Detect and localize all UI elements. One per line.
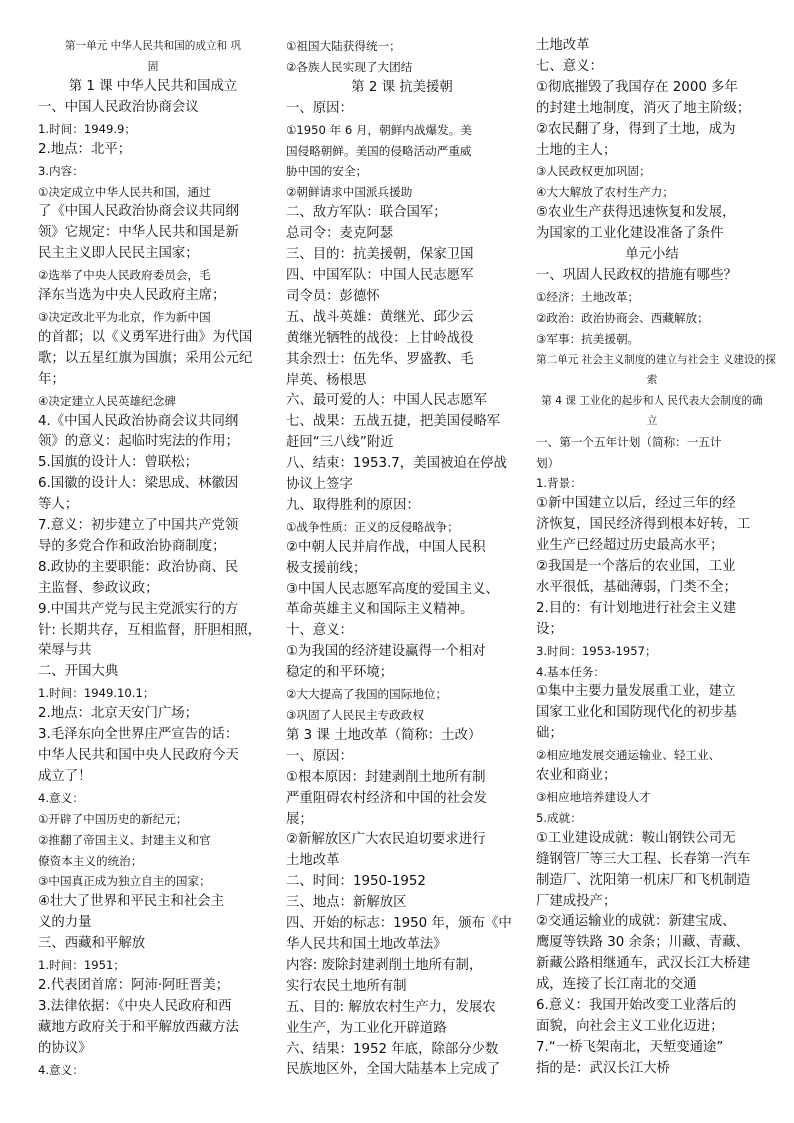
text-line: 稳定的和平环境； — [286, 665, 394, 681]
text-line: 国家工业化和国防现代化的初步基 — [536, 705, 737, 721]
text-line: 9.中国共产党与民主党派实行的方 — [38, 601, 239, 617]
text-line: ③军事：抗美援朝。 — [536, 331, 640, 346]
text-line: 3.内容： — [38, 163, 84, 178]
text-line: ①新中国建立以后，经过三年的经 — [536, 496, 736, 512]
text-line: 年； — [38, 371, 65, 387]
text-line: 领》的意义：起临时宪法的作用； — [38, 434, 239, 450]
text-line: 实行农民土地所有制 — [286, 978, 407, 994]
text-line: 导的多党合作和政治协商制度； — [38, 538, 226, 554]
text-line: 三、目的：抗美援朝，保家卫国 — [286, 247, 474, 263]
text-line: 水平很低，基础薄弱，门类不全； — [536, 579, 737, 595]
text-line: 新藏公路相继通车，武汉长江大桥建 — [536, 956, 751, 972]
column-right — [536, 36, 776, 1080]
text-line: 九、取得胜利的原因： — [286, 497, 420, 513]
text-line: 一、第一个五年计划（简称：一五计 — [536, 434, 722, 449]
text-line: 司令员：彭德怀 — [286, 288, 380, 304]
text-line: 制造厂、沈阳第一机床厂和飞机制造 — [536, 872, 751, 888]
text-line: 8.政协的主要职能：政治协商、民 — [38, 559, 239, 575]
text-line: 黄继光牺牲的战役：上甘岭战役 — [286, 330, 474, 346]
text-line: 一、中国人民政治协商会议 — [38, 99, 199, 115]
text-line: 胁中国的安全； — [286, 164, 368, 179]
text-line: 严重阻碍农村经济和中国的社会发 — [286, 790, 487, 806]
text-line: 内容: 废除封建剥削土地所有制， — [286, 957, 483, 973]
text-line: 鹰厦等铁路 30 余条；川藏、青藏、 — [536, 935, 750, 951]
text-line: 础； — [536, 726, 563, 742]
text-line: 五、战斗英雄：黄继光、邱少云 — [286, 309, 474, 325]
text-line: ②中朝人民并肩作战，中国人民积 — [286, 539, 486, 555]
text-line: 3.毛泽东向全世界庄严宣告的话： — [38, 727, 239, 743]
text-line: 6.国徽的设计人：梁思成、林徽因 — [38, 476, 239, 492]
text-line: 七、战果：五战五捷，把美国侵略军 — [286, 414, 501, 430]
text-line: ①战争性质：正义的反侵略战争； — [286, 519, 459, 534]
text-line: 土地的主人； — [536, 142, 617, 158]
text-line: 六、结果：1952 年底，除部分少数 — [286, 1041, 499, 1057]
text-line: 2.代表团首席：阿沛·阿旺晋美； — [38, 977, 230, 993]
text-line: 5.成就： — [536, 810, 582, 825]
text-line: 的首都；以《义勇军进行曲》为代国 — [38, 329, 253, 345]
text-line: 等人； — [38, 497, 79, 513]
text-line: 主监督、参政议政； — [38, 580, 159, 596]
text-line: ①彻底摧毁了我国存在 2000 多年 — [536, 79, 738, 95]
text-line: 设； — [536, 621, 563, 637]
text-line: 歌；以五星红旗为国旗；采用公元纪 — [38, 350, 253, 366]
text-line: ④大大解放了农村生产力； — [536, 185, 674, 200]
text-line: 六、最可爱的人：中国人民志愿军 — [286, 393, 487, 409]
text-line: 土地改革 — [286, 853, 340, 869]
text-line: 了《中国人民政治协商会议共同纲 — [38, 204, 239, 220]
text-line: 的封建土地制度，消灭了地主阶级； — [536, 100, 751, 116]
text-line: 7.“一桥飞架南北，天堑变通途” — [536, 1039, 724, 1055]
text-line: ②大大提高了我国的国际地位； — [286, 687, 448, 702]
text-line: 3.时间：1953-1957； — [536, 643, 657, 658]
text-line: 十、意义： — [286, 623, 353, 639]
text-line: 八、结束：1953.7，美国被迫在停战 — [286, 456, 507, 472]
text-line: 面貌，向社会主义工业化迈进； — [536, 1018, 724, 1034]
text-line: 1.时间：1949.10.1； — [38, 686, 155, 701]
text-line: 第一单元 中华人民共和国的成立和 巩 — [64, 40, 242, 52]
column-middle — [286, 36, 518, 1081]
text-line: 总司令：麦克阿瑟 — [286, 226, 394, 242]
text-line: 二、开国大典 — [38, 664, 119, 680]
text-line: 固 — [147, 60, 159, 73]
text-line: ②新解放区广大农民迫切要求进行 — [286, 832, 486, 848]
text-line: 泽东当选为中央人民政府主席； — [38, 288, 226, 304]
text-line: ②我国是一个落后的农业国，工业 — [536, 559, 736, 575]
text-line: 2.地点：北京天安门广场； — [38, 706, 199, 722]
text-line: ③决定改北平为北京，作为新中国 — [38, 309, 211, 324]
text-line: 3.法律依据：《中央人民政府和西 — [38, 998, 232, 1014]
text-line: 立 — [646, 415, 658, 428]
text-line: 民族地区外，全国大陆基本上完成了 — [286, 1062, 501, 1078]
text-line: 的协议》 — [38, 1040, 92, 1056]
text-line: 针: 长期共存，互相监督，肝胆相照， — [38, 622, 262, 638]
text-line: 一、巩固人民政权的措施有哪些？ — [536, 267, 737, 283]
text-line: 4.《中国人民政治协商会议共同纲 — [38, 413, 239, 429]
text-line: 成立了！ — [38, 768, 92, 784]
text-line: 业生产，为工业化开辟道路 — [286, 1020, 447, 1036]
text-line: 第 3 课 土地改革（简称：土改） — [286, 727, 482, 743]
text-line: ①祖国大陆获得统一； — [286, 39, 401, 53]
text-line: 4.意义： — [38, 1062, 84, 1077]
text-line: 僚资本主义的统治； — [38, 853, 143, 868]
text-line: 索 — [646, 374, 658, 387]
text-line: 缝钢管厂等三大工程、长春第一汽车 — [536, 851, 751, 867]
text-line: ②选举了中央人民政府委员会，毛 — [38, 268, 211, 283]
text-line: ②交通运输业的成就：新建宝成、 — [536, 914, 736, 930]
text-line: 2.目的：有计划地进行社会主义建 — [536, 600, 737, 616]
text-line: 赶回“三八线”附近 — [286, 435, 394, 451]
text-line: 藏地方政府关于和平解放西藏方法 — [38, 1019, 239, 1035]
text-line: 土地改革 — [536, 38, 590, 53]
text-line: 农业和商业； — [536, 768, 617, 784]
text-line: 成，连接了长江南北的交通 — [536, 977, 697, 993]
text-line: 民主主义即人民民主国家； — [38, 246, 199, 262]
text-line: 四、中国军队：中国人民志愿军 — [286, 267, 474, 283]
text-line: ①经济：土地改革； — [536, 289, 640, 304]
text-line: ②农民翻了身，得到了土地，成为 — [536, 121, 736, 137]
text-line: ①开辟了中国历史的新纪元； — [38, 811, 188, 826]
text-line: 革命英雄主义和国际主义精神。 — [286, 602, 474, 618]
text-line: 三、地点：新解放区 — [286, 895, 407, 911]
text-line: 第 1 课 中华人民共和国成立 — [68, 79, 238, 94]
text-line: ④壮大了世界和平民主和社会主 — [38, 894, 225, 910]
text-line: 1.时间：1951； — [38, 958, 125, 973]
text-line: 2.地点：北平； — [38, 141, 132, 157]
text-line: 第二单元 社会主义制度的建立与社会主 义建设的探 — [536, 353, 776, 366]
text-line: 国侵略朝鲜。美国的侵略活动严重威 — [286, 143, 472, 158]
column-left — [38, 36, 268, 1081]
text-line: 6.意义：我国开始改变工业落后的 — [536, 998, 737, 1014]
text-line: 为国家的工业化建设准备了条件 — [536, 226, 724, 242]
text-line: ①为我国的经济建设赢得一个相对 — [286, 644, 486, 660]
text-line: ①1950 年 6 月，朝鲜内战爆发。美 — [286, 122, 472, 137]
text-line: ②政治：政治协商会、西藏解放； — [536, 310, 709, 325]
text-line: 1.背景： — [536, 476, 582, 491]
text-line: 领》它规定：中华人民共和国是新 — [38, 225, 239, 241]
text-line: 第 2 课 抗美援朝 — [351, 79, 453, 95]
text-line: 三、西藏和平解放 — [38, 936, 146, 952]
text-line: ③巩固了人民民主专政政权 — [286, 708, 424, 722]
text-line: ①决定成立中华人民共和国，通过 — [38, 184, 211, 199]
text-line: ③中国人民志愿军高度的爱国主义、 — [286, 581, 499, 597]
text-line: 四、开始的标志：1950 年，颁布《中 — [286, 916, 512, 932]
text-line: 济恢复，国民经济得到根本好转，工 — [536, 517, 751, 533]
text-line: 一、原因： — [286, 100, 353, 116]
text-line: ②各族人民实现了大团结 — [286, 59, 413, 74]
text-line: 华人民共和国土地改革法》 — [286, 936, 447, 952]
text-line: 指的是：武汉长江大桥 — [536, 1060, 670, 1076]
text-line: 1.时间：1949.9； — [38, 121, 137, 136]
text-line: ①根本原因：封建剥削土地所有制 — [286, 769, 486, 785]
text-line: ①工业建设成就：鞍山钢铁公司无 — [536, 830, 736, 846]
text-line: 中华人民共和国中央人民政府今天 — [38, 748, 239, 763]
text-line: ③相应地培养建设人才 — [536, 790, 651, 804]
text-line: 4.意义： — [38, 790, 84, 805]
text-line: 7.意义：初步建立了中国共产党领 — [38, 518, 239, 534]
text-line: 4.基本任务： — [536, 664, 606, 679]
text-line: 五、目的: 解放农村生产力，发展农 — [286, 999, 496, 1015]
text-line: 第 4 课 工业化的起步和人 民代表大会制度的确 — [541, 394, 763, 407]
text-line: 一、原因： — [286, 748, 353, 764]
text-line: 二、时间：1950-1952 — [286, 874, 426, 890]
text-line: ③人民政权更加巩固； — [536, 164, 651, 179]
text-line: ④决定建立人民英雄纪念碑 — [38, 393, 176, 408]
text-line: 极支援前线； — [286, 560, 367, 576]
text-line: 二、敌方军队：联合国军； — [286, 205, 447, 221]
text-line: ②朝鲜请求中国派兵援助 — [286, 185, 413, 200]
text-line: 业生产已经超过历史最高水平； — [536, 538, 724, 554]
text-line: 划） — [536, 455, 560, 470]
text-line: 岸英、杨根思 — [286, 372, 367, 388]
text-line: 展； — [286, 811, 313, 827]
text-line: 单元小结 — [625, 247, 679, 263]
text-line: ②推翻了帝国主义、封建主义和官 — [38, 832, 211, 847]
text-line: 协议上签字 — [286, 477, 353, 493]
text-line: ②相应地发展交通运输业、轻工业、 — [536, 748, 721, 763]
text-line: 厂建成投产； — [536, 893, 617, 909]
text-line: ③中国真正成为独立自主的国家； — [38, 874, 211, 889]
text-line: 义的力量 — [38, 915, 92, 931]
text-line: ⑤农业生产获得迅速恢复和发展， — [536, 205, 736, 221]
text-line: 5.国旗的设计人：曾联松； — [38, 455, 199, 471]
text-line: ①集中主要力量发展重工业，建立 — [536, 684, 736, 700]
text-line: 荣辱与共 — [38, 643, 92, 659]
text-line: 七、意义： — [536, 58, 603, 74]
text-line: 其余烈士：伍先华、罗盛教、毛 — [286, 351, 474, 367]
